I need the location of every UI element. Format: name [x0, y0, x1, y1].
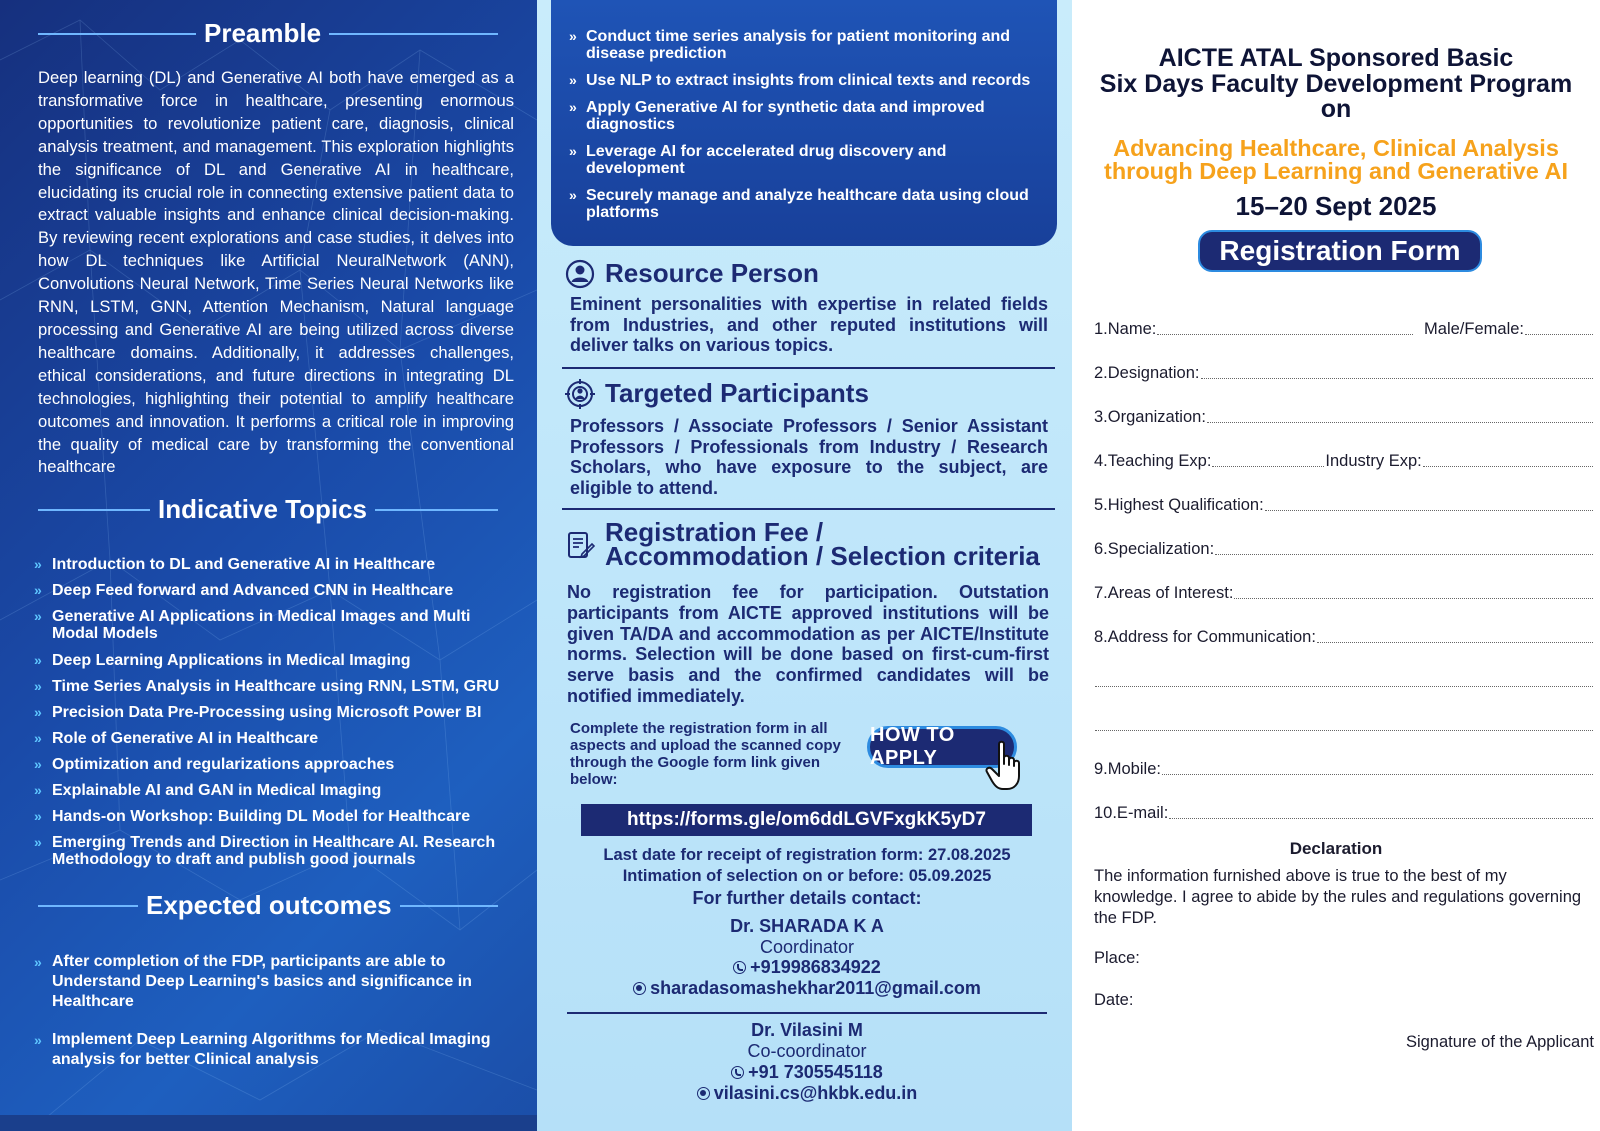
participants-heading: [565, 378, 869, 409]
co-coordinator-phone: +91 7305545118: [557, 1062, 1057, 1083]
name-field[interactable]: 1.Name: Male/Female:: [1094, 319, 1594, 339]
chevron-right-icon: »: [569, 28, 577, 44]
contact-heading: For further details contact:: [692, 888, 922, 908]
program-subtitle-2: through Deep Learning and Generative AI: [1104, 158, 1568, 184]
preamble-text: Deep learning (DL) and Generative AI both have emerged as a transformative force in healthcare, presenting enormous opportunities to revolutionize patient care, diagnosis, clinical analysis treatment, and management. This exploration highlights the significance of DL and Generative AI in healthcare, elucidating its crucial role in connecting extensive patient data to extract valuable insights and enhance clinical decision-making. By reviewing recent explorations and case studies, it delves into how DL techniques like Artificial NeuralNetwork (ANN), Convolutions Neural Network, Time Series Neural Networks like RNN, LSTM, GNN, Attention Mechanism, Natural language processing and Generative AI are being utilized across diverse healthcare domains. Additionally, it addresses challenges, ethical considerations, and future directions in integrating DL technologies, highlighting their potential to amplify healthcare outcomes and innovation. It performs a critical role in improving the quality of medical care by transforming the conventional healthcare: [38, 68, 514, 477]
heading-line: [38, 509, 150, 511]
resource-text: Eminent personalities with expertise in related fields from Industries, and other reputed institutions will deliver talks on various topics.: [570, 294, 1048, 355]
preamble-heading: [38, 18, 498, 49]
preamble-title: Preamble: [204, 18, 322, 48]
list-item: » Time Series Analysis in Healthcare using RNN, LSTM, GRU: [34, 678, 500, 695]
bottom-strip: [0, 1115, 537, 1131]
chevron-right-icon: »: [569, 187, 577, 203]
chevron-right-icon: »: [34, 756, 42, 772]
topics-title: Indicative Topics: [158, 494, 368, 524]
address-line-3[interactable]: [1094, 715, 1594, 735]
coordinator-name: Dr. SHARADA K A: [730, 916, 884, 936]
chevron-right-icon: »: [34, 704, 42, 720]
date-label: Date:: [1094, 991, 1134, 1009]
list-item: » Implement Deep Learning Algorithms for Medical Imaging analysis for better Clinical analysis: [34, 1031, 491, 1068]
email-icon: [697, 1087, 710, 1100]
email-icon: [633, 982, 646, 995]
resource-title: Resource Person: [605, 258, 819, 288]
phone-icon: [733, 961, 746, 974]
last-date: Last date for receipt of registration form: 27.08.2025: [603, 846, 1011, 864]
apply-instructions: Complete the registration form in all aspects and upload the scanned copy through the Google form link given below:: [570, 720, 841, 788]
chevron-right-icon: »: [569, 99, 577, 115]
divider: [562, 508, 1055, 510]
heading-line: [329, 33, 498, 35]
form-document-icon: [565, 530, 595, 560]
how-to-apply-button[interactable]: HOW TO APPLY: [867, 726, 1017, 768]
fee-title-line-1: Registration Fee /: [605, 517, 824, 547]
outcomes-list: [34, 952, 514, 1088]
program-title-1: AICTE ATAL Sponsored Basic: [1158, 44, 1514, 72]
participants-title: Targeted Participants: [605, 378, 869, 408]
registration-form-badge: Registration Form: [1198, 230, 1482, 272]
heading-line: [38, 905, 138, 907]
declaration-title: Declaration: [1289, 839, 1383, 858]
chevron-right-icon: »: [34, 1032, 42, 1048]
designation-field[interactable]: 2.Designation:: [1094, 363, 1594, 383]
address-field[interactable]: 8.Address for Communication:: [1094, 627, 1594, 647]
google-form-link[interactable]: https://forms.gle/om6ddLGVFxgkK5yD7: [581, 804, 1032, 836]
list-item: » Generative AI Applications in Medical Images and Multi Modal Models: [34, 608, 471, 642]
chevron-right-icon: »: [34, 608, 42, 624]
coordinator-email: sharadasomashekhar2011@gmail.com: [557, 978, 1057, 999]
list-item: » Hands-on Workshop: Building DL Model for Healthcare: [34, 808, 471, 825]
co-coordinator-name: Dr. Vilasini M: [751, 1020, 863, 1040]
list-item: » Use NLP to extract insights from clinical texts and records: [569, 72, 1031, 89]
gender-field: Male/Female:: [1424, 320, 1524, 338]
list-item: » Deep Feed forward and Advanced CNN in Healthcare: [34, 582, 454, 599]
experience-field[interactable]: 4.Teaching Exp: Industry Exp:: [1094, 451, 1594, 471]
heading-line: [38, 33, 196, 35]
hand-pointer-icon: [985, 740, 1029, 792]
coordinator-phone: +919986834922: [557, 957, 1057, 978]
co-coordinator-email: vilasini.cs@hkbk.edu.in: [557, 1083, 1057, 1104]
chevron-right-icon: »: [34, 834, 42, 850]
objectives-list: [569, 28, 1039, 231]
address-line-2[interactable]: [1094, 671, 1594, 691]
participants-text: Professors / Associate Professors / Senior Assistant Professors / Professionals from Industry / Research Scholars, who have exposure to the subject, are eligible to attend.: [570, 416, 1048, 498]
outcomes-heading: [38, 890, 498, 921]
organization-field[interactable]: 3.Organization:: [1094, 407, 1594, 427]
fee-title-line-2: Accommodation / Selection criteria: [605, 541, 1040, 571]
topics-list: [34, 556, 514, 878]
chevron-right-icon: »: [34, 808, 42, 824]
right-panel: [1072, 0, 1600, 1131]
topics-heading: [38, 494, 498, 525]
intimation-date: Intimation of selection on or before: 05.09.2025: [622, 867, 992, 885]
list-item: » Precision Data Pre-Processing using Microsoft Power BI: [34, 704, 482, 721]
divider: [562, 367, 1055, 369]
outcomes-title: Expected outcomes: [146, 890, 392, 920]
objectives-box: [551, 0, 1057, 246]
chevron-right-icon: »: [34, 582, 42, 598]
program-title-2: Six Days Faculty Development Program: [1099, 70, 1573, 98]
mobile-field[interactable]: 9.Mobile:: [1094, 759, 1594, 779]
target-group-icon: [565, 379, 595, 409]
list-item: » After completion of the FDP, participants are able to Understand Deep Learning's basics and significance in Healthcare: [34, 953, 472, 1010]
list-item: » Optimization and regularizations approaches: [34, 756, 395, 773]
resource-heading: [565, 258, 819, 289]
fee-heading: [565, 517, 1040, 571]
phone-icon: [731, 1066, 744, 1079]
list-item: » Explainable AI and GAN in Medical Imaging: [34, 782, 382, 799]
declaration-text: The information furnished above is true to the best of my knowledge. I agree to abide by the rules and regulations governing the FDP.: [1094, 867, 1582, 927]
person-icon: [565, 259, 595, 289]
left-panel: [0, 0, 537, 1131]
specialization-field[interactable]: 6.Specialization:: [1094, 539, 1594, 559]
list-item: » Conduct time series analysis for patient monitoring and disease prediction: [569, 28, 1011, 62]
heading-line: [375, 509, 498, 511]
middle-panel: [537, 0, 1072, 1131]
industry-exp-field: Industry Exp:: [1325, 452, 1422, 470]
co-coordinator-role: Co-coordinator: [747, 1041, 867, 1061]
chevron-right-icon: »: [569, 143, 577, 159]
signature-label: Signature of the Applicant: [1405, 1033, 1594, 1051]
chevron-right-icon: »: [34, 556, 42, 572]
fee-text: No registration fee for participation. Outstation participants from AICTE approved institutions will be given TA/DA and accommodation as per AICTE/Institute norms. Selection will be done based on first-cum-first serve basis and the confirmed candidates will be notified immediately.: [567, 582, 1049, 706]
heading-line: [400, 905, 498, 907]
chevron-right-icon: »: [34, 954, 42, 970]
divider: [567, 1012, 1047, 1014]
list-item: » Role of Generative AI in Healthcare: [34, 730, 319, 747]
interest-field[interactable]: 7.Areas of Interest:: [1094, 583, 1594, 603]
list-item: » Securely manage and analyze healthcare data using cloud platforms: [569, 187, 1029, 221]
email-field[interactable]: 10.E-mail:: [1094, 803, 1594, 823]
list-item: » Introduction to DL and Generative AI in Healthcare: [34, 556, 436, 573]
list-item: » Deep Learning Applications in Medical Imaging: [34, 652, 411, 669]
qualification-field[interactable]: 5.Highest Qualification:: [1094, 495, 1594, 515]
list-item: » Emerging Trends and Direction in Healthcare AI. Research Methodology to draft and publish good journals: [34, 834, 496, 868]
chevron-right-icon: »: [569, 72, 577, 88]
program-subtitle-1: Advancing Healthcare, Clinical Analysis: [1113, 135, 1559, 161]
chevron-right-icon: »: [34, 678, 42, 694]
chevron-right-icon: »: [34, 652, 42, 668]
chevron-right-icon: »: [34, 730, 42, 746]
program-title-3: on: [1320, 95, 1352, 123]
list-item: » Apply Generative AI for synthetic data and improved diagnostics: [569, 99, 985, 133]
list-item: » Leverage AI for accelerated drug discovery and development: [569, 143, 947, 177]
coordinator-role: Coordinator: [759, 937, 855, 957]
chevron-right-icon: »: [34, 782, 42, 798]
place-label: Place:: [1094, 949, 1140, 967]
fee-title: [605, 517, 1040, 571]
program-dates: 15–20 Sept 2025: [1235, 191, 1437, 221]
